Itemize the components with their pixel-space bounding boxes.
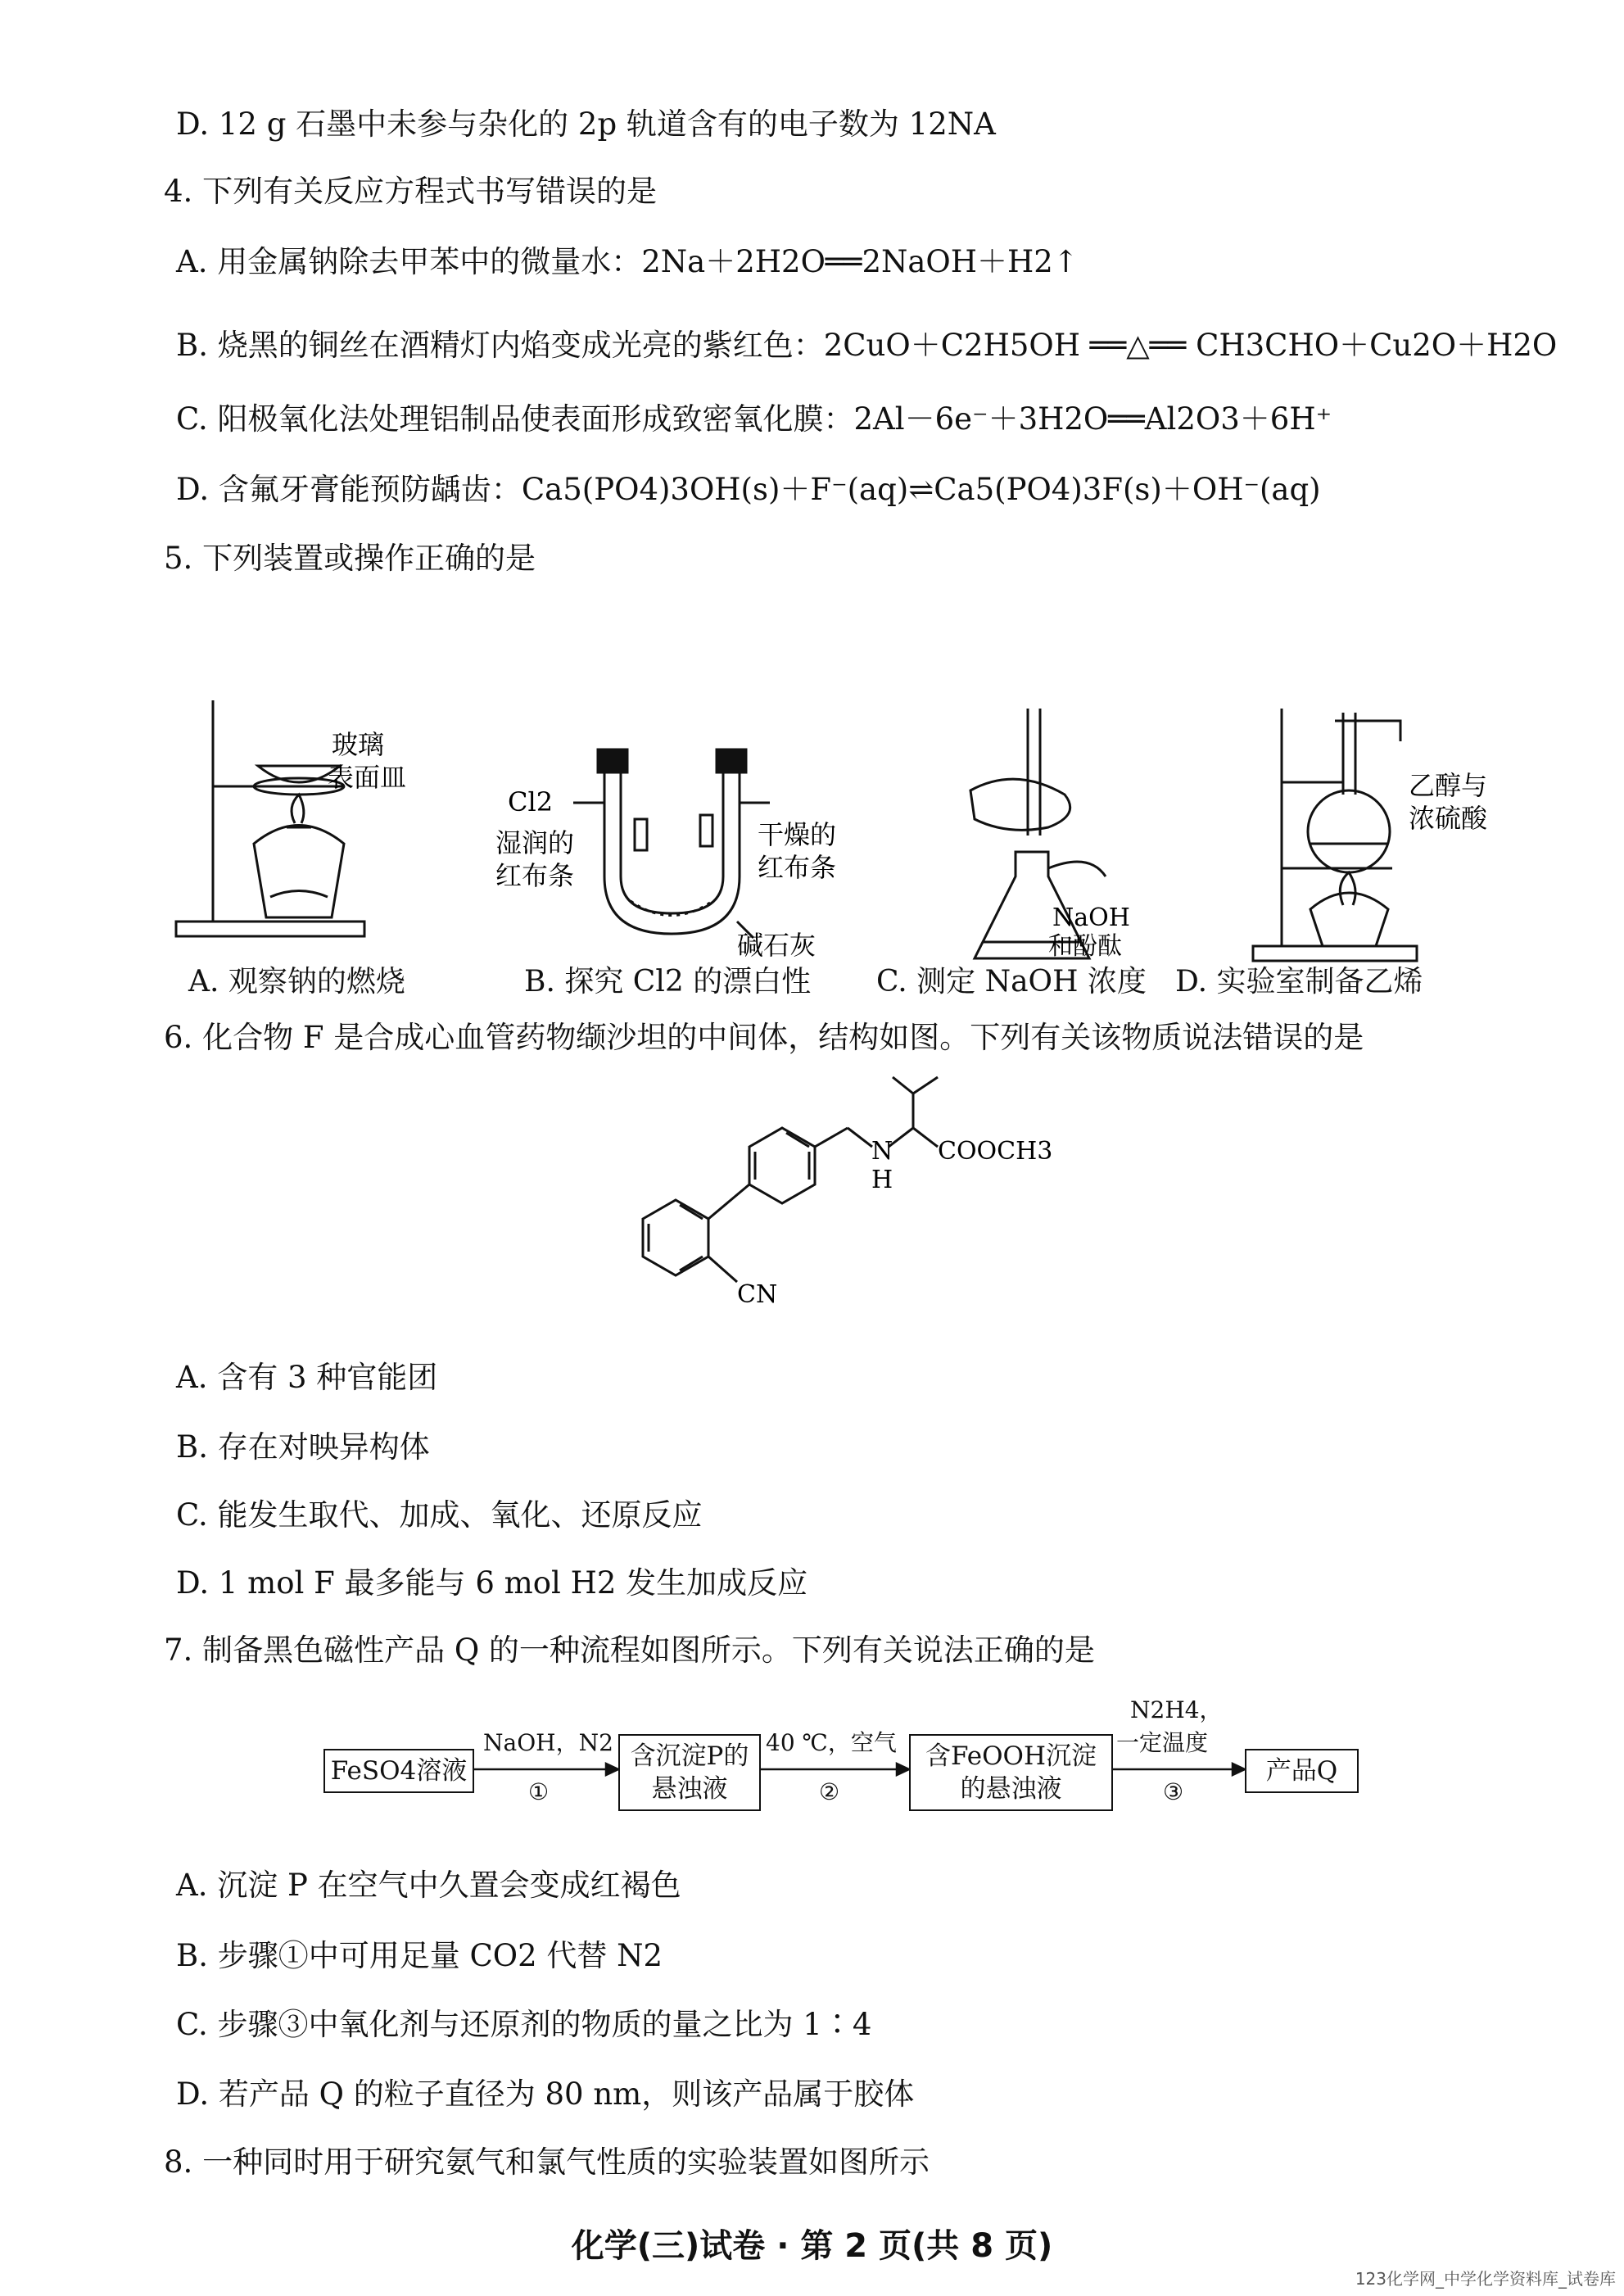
flow-step3-reagent-2: 一定温度 — [1116, 1729, 1209, 1756]
fig-c-naoh: NaOH — [1052, 903, 1130, 932]
flow-step3-reagent-1: N2H4， — [1130, 1696, 1223, 1723]
struct-n: N — [871, 1137, 893, 1166]
q6-option-c: C. 能发生取代、加成、氧化、还原反应 — [176, 1497, 703, 1533]
struct-ester: COOCH3 — [938, 1137, 1053, 1166]
flow-box-feso4: FeSO4溶液 — [323, 1749, 474, 1793]
flow-step3-number: ③ — [1163, 1778, 1184, 1805]
struct-cn: CN — [737, 1280, 778, 1309]
q7-option-b: B. 步骤①中可用足量 CO2 代替 N2 — [176, 1938, 663, 1973]
flow-step2-number: ② — [819, 1778, 840, 1805]
struct-h: H — [871, 1166, 893, 1194]
flow-box-feooh-line1: 含FeOOH沉淀 — [925, 1741, 1097, 1771]
fig-d-drawing — [1253, 709, 1417, 961]
q8-stem: 8. 一种同时用于研究氨气和氯气性质的实验装置如图所示 — [164, 2144, 930, 2180]
fig-a-caption: A. 观察钠的燃烧 — [188, 965, 405, 999]
flow-step1-number: ① — [528, 1778, 550, 1805]
flow-box-p-line2: 悬浊液 — [651, 1774, 728, 1804]
fig-a-label-2: 表面皿 — [328, 762, 407, 793]
flow-step2-reagent: 40 ℃，空气 — [766, 1729, 897, 1756]
watermark: 123化学网_中学化学资料库_试卷库 — [1355, 2269, 1616, 2289]
q4-option-b: B. 烧黑的铜丝在酒精灯内焰变成光亮的紫红色：2CuO＋C2H5OH ══△══ CH3CHO＋Cu2O＋H2O — [176, 328, 1558, 363]
flow-box-q: 产品Q — [1245, 1749, 1359, 1793]
q4-stem: 4. 下列有关反应方程式书写错误的是 — [164, 174, 658, 209]
fig-c-phen: 和酚酞 — [1048, 932, 1122, 961]
q4-option-c: C. 阳极氧化法处理铝制品使表面形成致密氧化膜：2Al－6e⁻＋3H2O══Al2O3＋6H⁺ — [176, 401, 1332, 437]
fig-d-label-1: 乙醇与 — [1409, 770, 1488, 801]
fig-b-dry-2: 红布条 — [758, 852, 837, 883]
q6-option-b: B. 存在对映异构体 — [176, 1429, 430, 1465]
fig-b-drawing — [573, 749, 770, 938]
flow-box-p — [618, 1734, 761, 1811]
q5-stem: 5. 下列装置或操作正确的是 — [164, 541, 536, 576]
q7-stem: 7. 制备黑色磁性产品 Q 的一种流程如图所示。下列有关说法正确的是 — [164, 1633, 1095, 1668]
flow-box-feooh-line2: 的悬浊液 — [960, 1774, 1062, 1804]
q4-option-a: A. 用金属钠除去甲苯中的微量水：2Na＋2H2O══2NaOH＋H2↑ — [176, 244, 1079, 279]
fig-b-wet-2: 红布条 — [495, 860, 575, 891]
fig-d-label-2: 浓硫酸 — [1409, 803, 1488, 834]
q7-option-a: A. 沉淀 P 在空气中久置会变成红褐色 — [176, 1868, 681, 1903]
q7-option-d: D. 若产品 Q 的粒子直径为 80 nm，则该产品属于胶体 — [176, 2076, 915, 2112]
fig-b-cl2-label: Cl2 — [508, 786, 554, 817]
fig-b-dry-1: 干燥的 — [758, 819, 837, 850]
flow-box-feooh — [909, 1734, 1113, 1811]
fig-b-wet-1: 湿润的 — [495, 827, 575, 858]
q6-option-a: A. 含有 3 种官能团 — [176, 1360, 438, 1395]
q5-apparatus-figures — [164, 631, 1488, 1016]
q7-option-c: C. 步骤③中氧化剂与还原剂的物质的量之比为 1∶4 — [176, 2007, 872, 2042]
fig-b-lime: 碱石灰 — [737, 930, 817, 961]
q6-option-d: D. 1 mol F 最多能与 6 mol H2 发生加成反应 — [176, 1565, 808, 1601]
fig-d-caption: D. 实验室制备乙烯 — [1175, 965, 1423, 999]
flow-box-p-line1: 含沉淀P的 — [630, 1741, 749, 1771]
flow-step1-reagent: NaOH，N2 — [483, 1729, 613, 1756]
fig-c-caption: C. 测定 NaOH 浓度 — [876, 965, 1147, 999]
page-footer: 化学(三)试卷 · 第 2 页(共 8 页) — [571, 2227, 1053, 2265]
q4-option-d: D. 含氟牙膏能预防龋齿：Ca5(PO4)3OH(s)＋F⁻(aq)⇌Ca5(PO4)3F(s)＋OH⁻(aq) — [176, 472, 1321, 507]
q7-flowchart — [323, 1687, 1372, 1851]
fig-b-caption: B. 探究 Cl2 的漂白性 — [524, 965, 812, 999]
q3-option-d: D. 12 g 石墨中未参与杂化的 2p 轨道含有的电子数为 12NA — [176, 106, 996, 142]
fig-a-label-1: 玻璃 — [332, 729, 385, 760]
q6-stem: 6. 化合物 F 是合成心血管药物缬沙坦的中间体，结构如图。下列有关该物质说法错误的是 — [164, 1020, 1364, 1055]
q6-structure — [614, 1081, 1106, 1327]
